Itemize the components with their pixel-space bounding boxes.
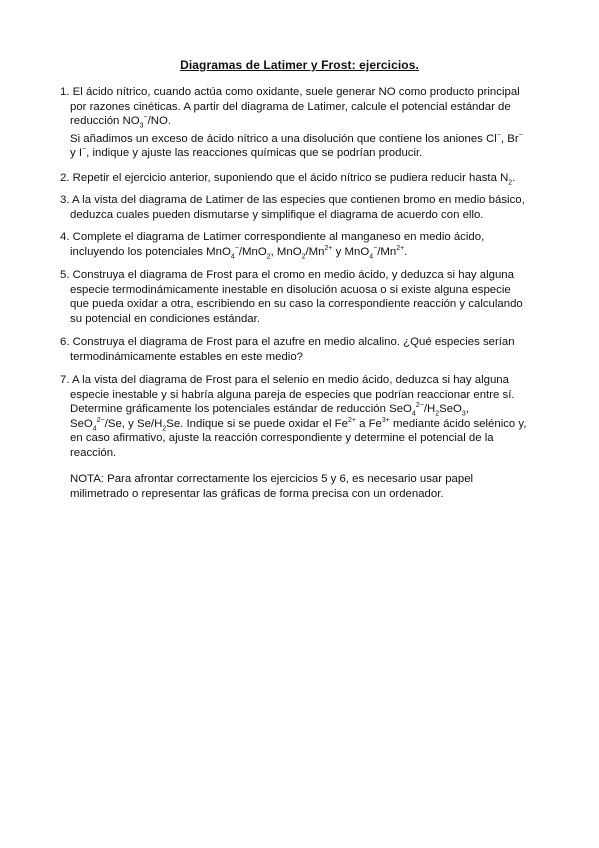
exercise-line: por razones cinéticas. A partir del diagrama de Latimer, calcule el potencial estándar de (70, 100, 511, 113)
exercise-1 (60, 85, 548, 161)
exercise-number: 4. (60, 231, 70, 243)
exercise-line: 3. A la vista del diagrama de Latimer de las especies que contienen bromo en medio básico, (60, 194, 525, 206)
document-title: Diagramas de Latimer y Frost: ejercicios. (180, 58, 419, 72)
exercise-line: y I−, indique y ajuste las reacciones químicas que se podrían producir. (70, 146, 423, 160)
exercise-number: 7. (60, 374, 70, 386)
exercise-line: incluyendo los potenciales MnO$_4$−/MnO$_2$, $MnO_2/Mn^{2+}$ y $MnO_4^-/Mn^{2+}$. (70, 244, 408, 260)
exercise-line: reacción. (70, 446, 117, 459)
exercise-line: su potencial en condiciones estándar. (70, 312, 260, 325)
exercise-line: 5. Construya el diagrama de Frost para el cromo en medio ácido, y deduzca si hay alguna (60, 269, 514, 281)
exercise-number: 3. (60, 194, 70, 206)
exercise-2 (60, 171, 548, 186)
exercise-number: 1. (60, 86, 70, 98)
note-line: NOTA: Para afrontar correctamente los ejercicios 5 y 6, es necesario usar papel (70, 473, 474, 485)
exercise-7 (60, 373, 548, 461)
exercise-line: Si añadimos un exceso de ácido nítrico a una disolución que contiene los aniones Cl−, Br− (70, 131, 523, 145)
exercise-line: 4. Complete el diagrama de Latimer correspondiente al manganeso en medio ácido, (60, 231, 485, 243)
exercise-line: 2. Repetir el ejercicio anterior, suponiendo que el ácido nítrico se pudiera reducir hasta $N_2$. (60, 172, 516, 187)
exercise-line: 1. El ácido nítrico, cuando actúa como oxidante, suele generar NO como producto principal (60, 86, 520, 98)
exercise-6 (60, 335, 548, 364)
exercise-number: 5. (60, 269, 70, 281)
exercise-line: reducción $NO_3^-/NO$. (70, 114, 172, 130)
exercise-number: 2. (60, 172, 70, 184)
exercise-line: especie termodinámicamente inestable en disolución acuosa o si existe alguna especie (70, 283, 511, 296)
exercise-line: 6. Construya el diagrama de Frost para el azufre en medio alcalino. ¿Qué especies serían (60, 336, 515, 348)
exercise-line: 7. A la vista del diagrama de Frost para el selenio en medio ácido, deduzca si hay alguna (60, 374, 509, 386)
exercise-line: especie inestable y si habría alguna pareja de especies que podrían reaccionar entre sí. (70, 388, 515, 401)
note (70, 472, 548, 501)
exercise-number: 6. (60, 336, 70, 348)
exercise-line: SeO$_4^{2-}$/Se, y $Se/H_2Se$. Indique si se puede oxidar el $Fe^{2+}$ a $Fe^{3+}$ mediante ácido selénico y, (70, 416, 527, 433)
exercise-5 (60, 268, 548, 326)
exercise-line: termodinámicamente estables en este medio? (70, 350, 304, 363)
note-line: milimetrado o representar las gráficas de forma precisa con un ordenador. (70, 487, 444, 500)
exercise-line: Determine gráficamente los potenciales estándar de reducción $SeO_4^{2-}/H_2SeO_3$, (70, 402, 469, 418)
exercise-3 (60, 193, 548, 222)
exercise-line: que pueda oxidar a otra, escribiendo en su caso la correspondiente reacción y calculando (70, 298, 523, 311)
exercise-4 (60, 230, 548, 259)
exercise-line: deduzca cuales pueden dismutarse y simplifique el diagrama de acuerdo con ello. (70, 208, 484, 221)
exercise-line: en caso afirmativo, ajuste la reacción correspondiente y determine el potencial de la (70, 432, 494, 445)
